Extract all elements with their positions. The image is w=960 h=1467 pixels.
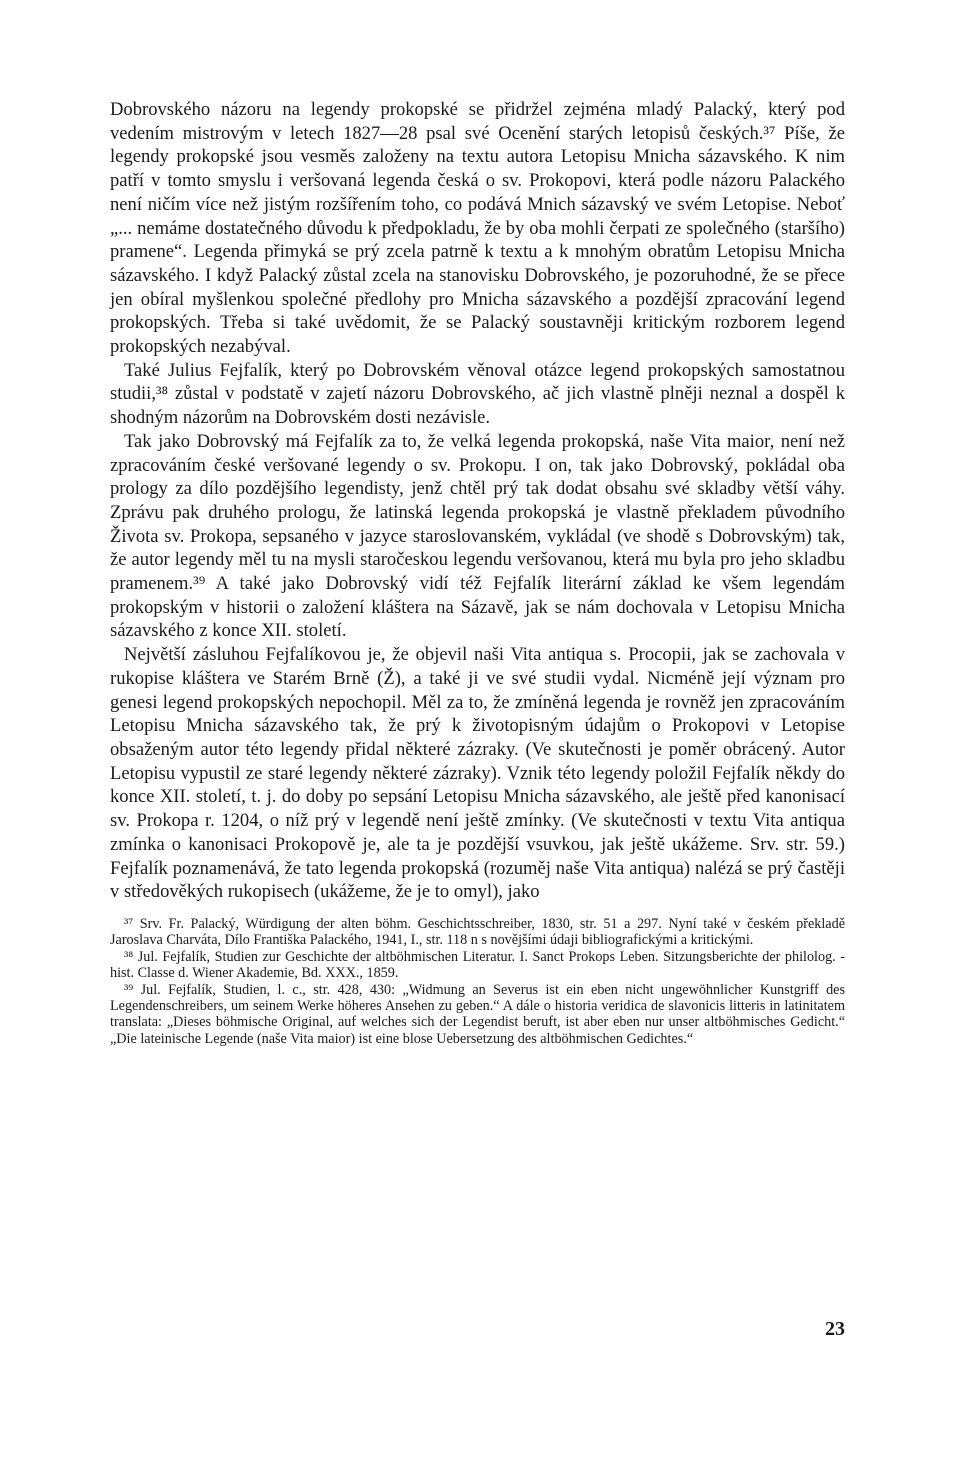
paragraph-3: Tak jako Dobrovský má Fejfalík za to, že velká legenda prokopská, naše Vita maior, není než zpracováním české veršované legendy o sv. Prokopu. I on, tak jako Dobrovský, pokládal oba prology za dílo pozdějšího legendisty, jenž chtěl prý tak dodat obsahu své skladby větší váhy. Zprávu pak druhého prologu, že latinská legenda prokopská je vlastně překladem původního Života sv. Prokopa, sepsaného v jazyce staroslovanském, vykládal (ve shodě s Dobrovským) tak, že autor legendy měl tu na mysli staročeskou legendu veršovanou, která mu byla pro jeho skladbu pramenem.³⁹ A také jako Dobrovský vidí též Fejfalík literární základ ke všem legendám prokopským v historii o založení kláštera na Sázavě, jak se nám dochovala v Letopisu Mnicha sázavského z konce XII. století. — [110, 430, 845, 642]
page-body — [110, 98, 845, 1047]
paragraph-2: Také Julius Fejfalík, který po Dobrovském věnoval otázce legend prokopských samostatnou studii,³⁸ zůstal v podstatě v zajetí názoru Dobrovského, ač jich vlastně plněji neznal a dospěl k shodným názorům na Dobrovském dosti nezávisle. — [110, 359, 845, 429]
footnote-39: ³⁹ Jul. Fejfalík, Studien, l. c., str. 428, 430: „Widmung an Severus ist ein eben nicht ungewöhnlicher Kunstgriff des Legendenschreibers, um seinem Werke höheres Ansehen zu geben.“ A dále o historia veridica de slavonicis litteris in latinitatem translata: „Dieses böhmische Original, auf welches sich der Legendist beruft, ist aber eben nur unser altböhmisches Gedicht.“ „Die lateinische Legende (naše Vita maior) ist eine blose Uebersetzung des altböhmischen Gedichtes.“ — [110, 981, 845, 1047]
page-number: 23 — [825, 1318, 845, 1340]
footnote-38: ³⁸ Jul. Fejfalík, Studien zur Geschichte der altböhmischen Literatur. I. Sanct Prokops Leben. Sitzungsberichte der philolog. - hist. Classe d. Wiener Akademie, Bd. XXX., 1859. — [110, 948, 845, 982]
paragraph-4: Největší zásluhou Fejfalíkovou je, že objevil naši Vita antiqua s. Procopii, jak se zachovala v rukopise kláštera ve Starém Brně (Ž), a také ji ve své studii vydal. Nicméně její význam pro genesi legend prokopských nepochopil. Měl za to, že zmíněná legenda je rovněž jen zpracováním Letopisu Mnicha sázavského tak, že prý k životopisným údajům o Prokopovi v Letopise obsaženým autor této legendy přidal některé zázraky. (Ve skutečnosti je poměr obrácený. Autor Letopisu vypustil ze staré legendy některé zázraky). Vznik této legendy položil Fejfalík někdy do konce XII. století, t. j. do doby po sepsání Letopisu Mnicha sázavského, ale ještě před kanonisací sv. Prokopa r. 1204, o níž prý v legendě není ještě zmínky. (Ve skutečnosti v textu Vita antiqua zmínka o kanonisaci Prokopově je, ale ta je pozdější vsuvkou, jak ještě ukážeme. Srv. str. 59.) Fejfalík poznamenává, že tato legenda prokopská (rozuměj naše Vita antiqua) nalézá se prý častěji v středověkých rukopisech (ukážeme, že je to omyl), jako — [110, 644, 845, 903]
footnote-37: ³⁷ Srv. Fr. Palacký, Würdigung der alten böhm. Geschichtsschreiber, 1830, str. 51 a 297. Nyní také v českém překladě Jaroslava Charváta, Dílo Františka Palackého, 1941, I., str. 118 n s novějšími údaji bibliografickými a kritickými. — [110, 915, 845, 949]
paragraph-1: Dobrovského názoru na legendy prokopské se přidržel zejména mladý Palacký, který pod vedením mistrovým v letech 1827—28 psal své Ocenění starých letopisů českých.³⁷ Píše, že legendy prokopské jsou vesměs založeny na textu autora Letopisu Mnicha sázavského. K nim patří v tomto smyslu i veršovaná legenda česká o sv. Prokopovi, která podle názoru Palackého není ničím více než jistým rozšířením toho, co podává Mnich sázavský ve svém Letopise. Neboť „... nemáme dostatečného důvodu k předpokladu, že by oba mohli čerpati ze společného (staršího) pramene“. Legenda přimyká se prý zcela patrně k textu a k mnohým obratům Letopisu Mnicha sázavského. I když Palacký zůstal zcela na stanovisku Dobrovského, je pozoruhodné, že se přece jen obíral myšlenkou společné předlohy pro Mnicha sázavského a pozdější zpracování legend prokopských. Třeba si také uvědomit, že se Palacký soustavněji kritickým rozborem legend prokopských nezabýval. — [110, 99, 845, 358]
footnotes — [110, 916, 845, 1047]
